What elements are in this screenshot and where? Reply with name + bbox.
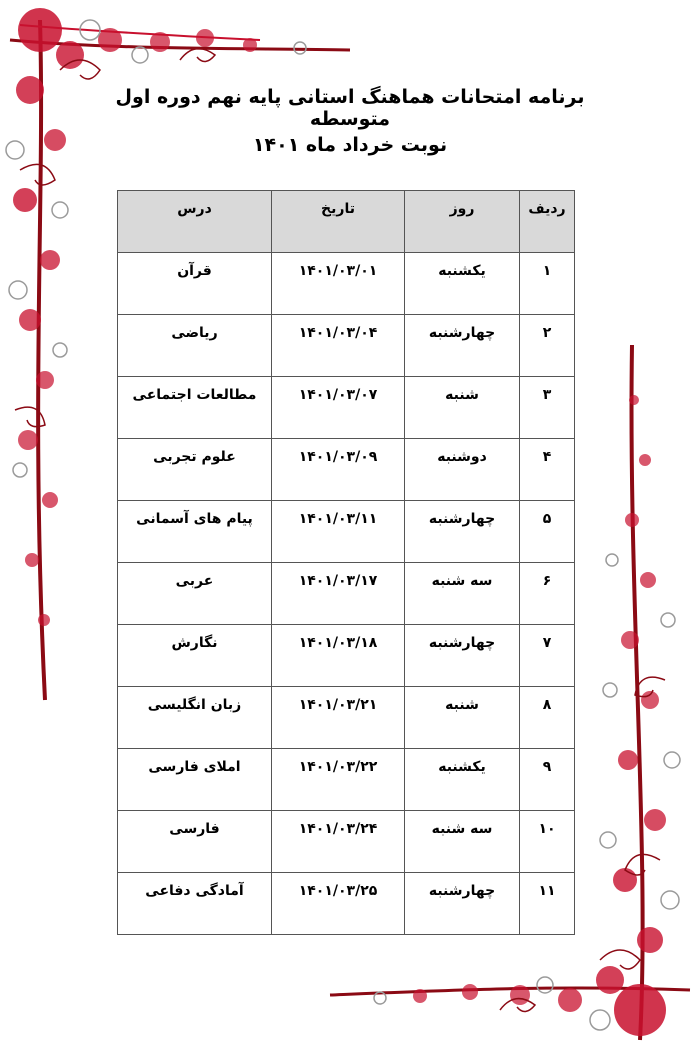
- cell-radif: ۶: [520, 563, 575, 625]
- cell-radif: ۴: [520, 439, 575, 501]
- cell-subject: ریاضی: [118, 315, 272, 377]
- cell-date: ۱۴۰۱/۰۳/۱۸: [272, 625, 405, 687]
- cell-day: چهارشنبه: [405, 873, 520, 935]
- cell-subject: علوم تجربی: [118, 439, 272, 501]
- cell-day: سه شنبه: [405, 563, 520, 625]
- cell-subject: زبان انگلیسی: [118, 687, 272, 749]
- table-row: [118, 439, 575, 501]
- table-row: [118, 749, 575, 811]
- cell-day: یکشنبه: [405, 749, 520, 811]
- cell-subject: آمادگی دفاعی: [118, 873, 272, 935]
- table-row: [118, 563, 575, 625]
- cell-subject: عربی: [118, 563, 272, 625]
- cell-subject: مطالعات اجتماعی: [118, 377, 272, 439]
- cell-date: ۱۴۰۱/۰۳/۰۱: [272, 253, 405, 315]
- cell-subject: املای فارسی: [118, 749, 272, 811]
- table-header-row: [118, 191, 575, 253]
- cell-radif: ۵: [520, 501, 575, 563]
- column-header-date: تاریخ: [272, 191, 405, 253]
- cell-day: چهارشنبه: [405, 501, 520, 563]
- cell-radif: ۸: [520, 687, 575, 749]
- column-header-subject: درس: [118, 191, 272, 253]
- cell-day: شنبه: [405, 687, 520, 749]
- table-row: [118, 253, 575, 315]
- cell-day: دوشنبه: [405, 439, 520, 501]
- cell-day: سه شنبه: [405, 811, 520, 873]
- table-row: [118, 625, 575, 687]
- exam-schedule-table: [117, 190, 575, 935]
- table-row: [118, 687, 575, 749]
- cell-radif: ۱: [520, 253, 575, 315]
- cell-radif: ۷: [520, 625, 575, 687]
- cell-date: ۱۴۰۱/۰۳/۱۱: [272, 501, 405, 563]
- cell-radif: ۱۱: [520, 873, 575, 935]
- page-title: برنامه امتحانات هماهنگ استانی پایه نهم دوره اول متوسطه: [115, 86, 585, 130]
- cell-subject: نگارش: [118, 625, 272, 687]
- cell-radif: ۲: [520, 315, 575, 377]
- table-row: [118, 501, 575, 563]
- cell-radif: ۱۰: [520, 811, 575, 873]
- page-subtitle: نوبت خرداد ماه ۱۴۰۱: [252, 134, 448, 156]
- cell-date: ۱۴۰۱/۰۳/۱۷: [272, 563, 405, 625]
- table-row: [118, 377, 575, 439]
- cell-date: ۱۴۰۱/۰۳/۲۱: [272, 687, 405, 749]
- cell-day: یکشنبه: [405, 253, 520, 315]
- cell-subject: پیام های آسمانی: [118, 501, 272, 563]
- cell-day: چهارشنبه: [405, 315, 520, 377]
- column-header-day: روز: [405, 191, 520, 253]
- cell-day: چهارشنبه: [405, 625, 520, 687]
- cell-date: ۱۴۰۱/۰۳/۰۴: [272, 315, 405, 377]
- cell-date: ۱۴۰۱/۰۳/۲۵: [272, 873, 405, 935]
- cell-date: ۱۴۰۱/۰۳/۰۹: [272, 439, 405, 501]
- cell-radif: ۳: [520, 377, 575, 439]
- cell-subject: قرآن: [118, 253, 272, 315]
- table-row: [118, 873, 575, 935]
- table-row: [118, 315, 575, 377]
- cell-date: ۱۴۰۱/۰۳/۲۴: [272, 811, 405, 873]
- cell-radif: ۹: [520, 749, 575, 811]
- cell-subject: فارسی: [118, 811, 272, 873]
- cell-day: شنبه: [405, 377, 520, 439]
- column-header-radif: ردیف: [520, 191, 575, 253]
- table-row: [118, 811, 575, 873]
- cell-date: ۱۴۰۱/۰۳/۰۷: [272, 377, 405, 439]
- cell-date: ۱۴۰۱/۰۳/۲۲: [272, 749, 405, 811]
